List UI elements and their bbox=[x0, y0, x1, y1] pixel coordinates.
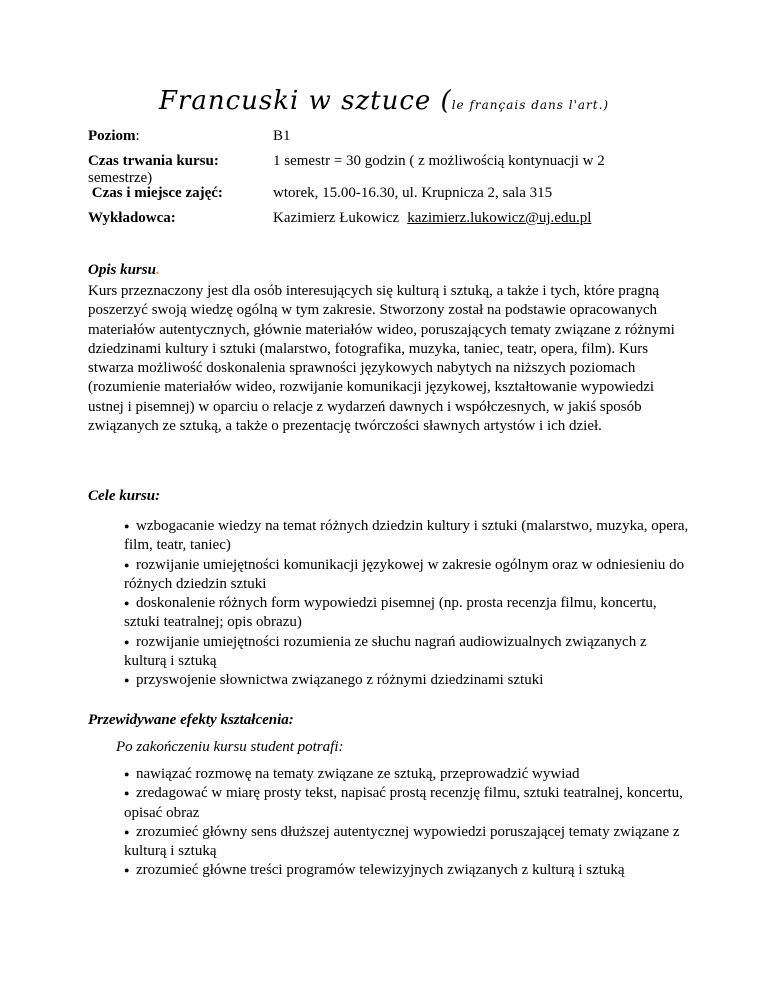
time-place-value: wtorek, 15.00-16.30, ul. Krupnicza 2, sala 315 bbox=[273, 185, 553, 201]
goals-heading: Cele kursu: bbox=[88, 488, 161, 504]
level-label: Poziom: bbox=[88, 128, 140, 144]
bullet-icon: ● bbox=[124, 559, 130, 570]
outcomes-heading: Przewidywane efekty kształcenia: bbox=[88, 712, 294, 728]
bullet-icon: ● bbox=[124, 826, 130, 837]
description-heading: Opis kursu. bbox=[88, 262, 160, 278]
outcomes-list bbox=[124, 765, 689, 881]
goals-list bbox=[124, 517, 689, 691]
bullet-icon: ● bbox=[124, 788, 130, 799]
time-place-label: Czas i miejsce zajęć: bbox=[88, 185, 223, 201]
bullet-icon: ● bbox=[124, 675, 130, 686]
bullet-icon: ● bbox=[124, 521, 130, 531]
list-item: ● nawiązać rozmowę na tematy związane ze sztuką, przeprowadzić wywiad bbox=[124, 765, 689, 784]
list-item: ● doskonalenie różnych form wypowiedzi pisemnej (np. prosta recenzja filmu, koncertu, sztuki teatralnej; opis obrazu) bbox=[124, 595, 657, 631]
lecturer-email-link[interactable]: kazimierz.lukowicz@uj.edu.pl bbox=[407, 210, 592, 226]
duration-value: 1 semestr = 30 godzin ( z możliwością kontynuacji w 2 bbox=[273, 153, 605, 169]
title-subtitle: le français dans l'art.) bbox=[451, 98, 610, 112]
bullet-icon: ● bbox=[124, 598, 130, 609]
list-item: ● rozwijanie umiejętności komunikacji językowej w zakresie ogólnym oraz w odniesieniu do różnych dziedzin sztuki bbox=[124, 556, 685, 592]
list-item: ● przyswojenie słownictwa związanego z różnymi dziedzinami sztuki bbox=[124, 671, 689, 690]
outcomes-subheading: Po zakończeniu kursu student potrafi: bbox=[116, 739, 344, 755]
level-value: B1 bbox=[273, 128, 291, 144]
duration-label: Czas trwania kursu: bbox=[88, 153, 219, 169]
list-item: ● zrozumieć główne treści programów telewizyjnych związanych z kulturą i sztuką bbox=[124, 861, 689, 880]
list-item: ● zredagować w miarę prosty tekst, napisać prostą recenzję filmu, sztuki teatralnej, koncertu, opisać obraz bbox=[124, 785, 683, 821]
list-item: ● zrozumieć główny sens dłuższej autentycznej wypowiedzi poruszającej tematy związane z kulturą i sztuką bbox=[124, 823, 680, 860]
lecturer-value bbox=[273, 209, 591, 228]
title-main: Francuski w sztuce ( bbox=[158, 86, 452, 116]
bullet-icon: ● bbox=[124, 865, 130, 876]
description-text: Kurs przeznaczony jest dla osób interesujących się kulturą i sztuką, a także i tych, które pragną poszerzyć swoją wiedzę ogólną w tym zakresie. Stworzony został na podstawie opracowanych materiałów autentycznych, głównie materiałów wideo, poruszających tematy związane z różnymi dziedzinami kultury i sztuki (malarstwo, fotografika, muzyka, taniec, teatr, opera, film). Kurs stwarza możliwość doskonalenia sprawności językowych nabytych na niższych poziomach (rozumienie materiałów wideo, rozwijanie komunikacji językowej, kształtowanie wypowiedzi ustnej i pisemnej) w oparciu o relacje z wydarzeń dawnych i współczesnych, w jakiś sposób związanych ze sztuką, a także o prezentację twórczości sławnych artystów i ich dzieł. bbox=[88, 283, 675, 435]
duration-note: semestrze) bbox=[88, 170, 153, 186]
list-item: ● wzbogacanie wiedzy na temat różnych dziedzin kultury i sztuki (malarstwo, muzyka, opera, film, teatr, taniec) bbox=[124, 518, 689, 554]
lecturer-label: Wykładowca: bbox=[88, 210, 176, 226]
bullet-icon: ● bbox=[124, 769, 130, 779]
page-title bbox=[0, 84, 768, 122]
list-item: ● rozwijanie umiejętności rozumienia ze słuchu nagrań audiowizualnych związanych z kulturą i sztuką bbox=[124, 633, 647, 670]
lecturer-name: Kazimierz Łukowicz bbox=[273, 210, 400, 226]
bullet-icon: ● bbox=[124, 636, 130, 647]
